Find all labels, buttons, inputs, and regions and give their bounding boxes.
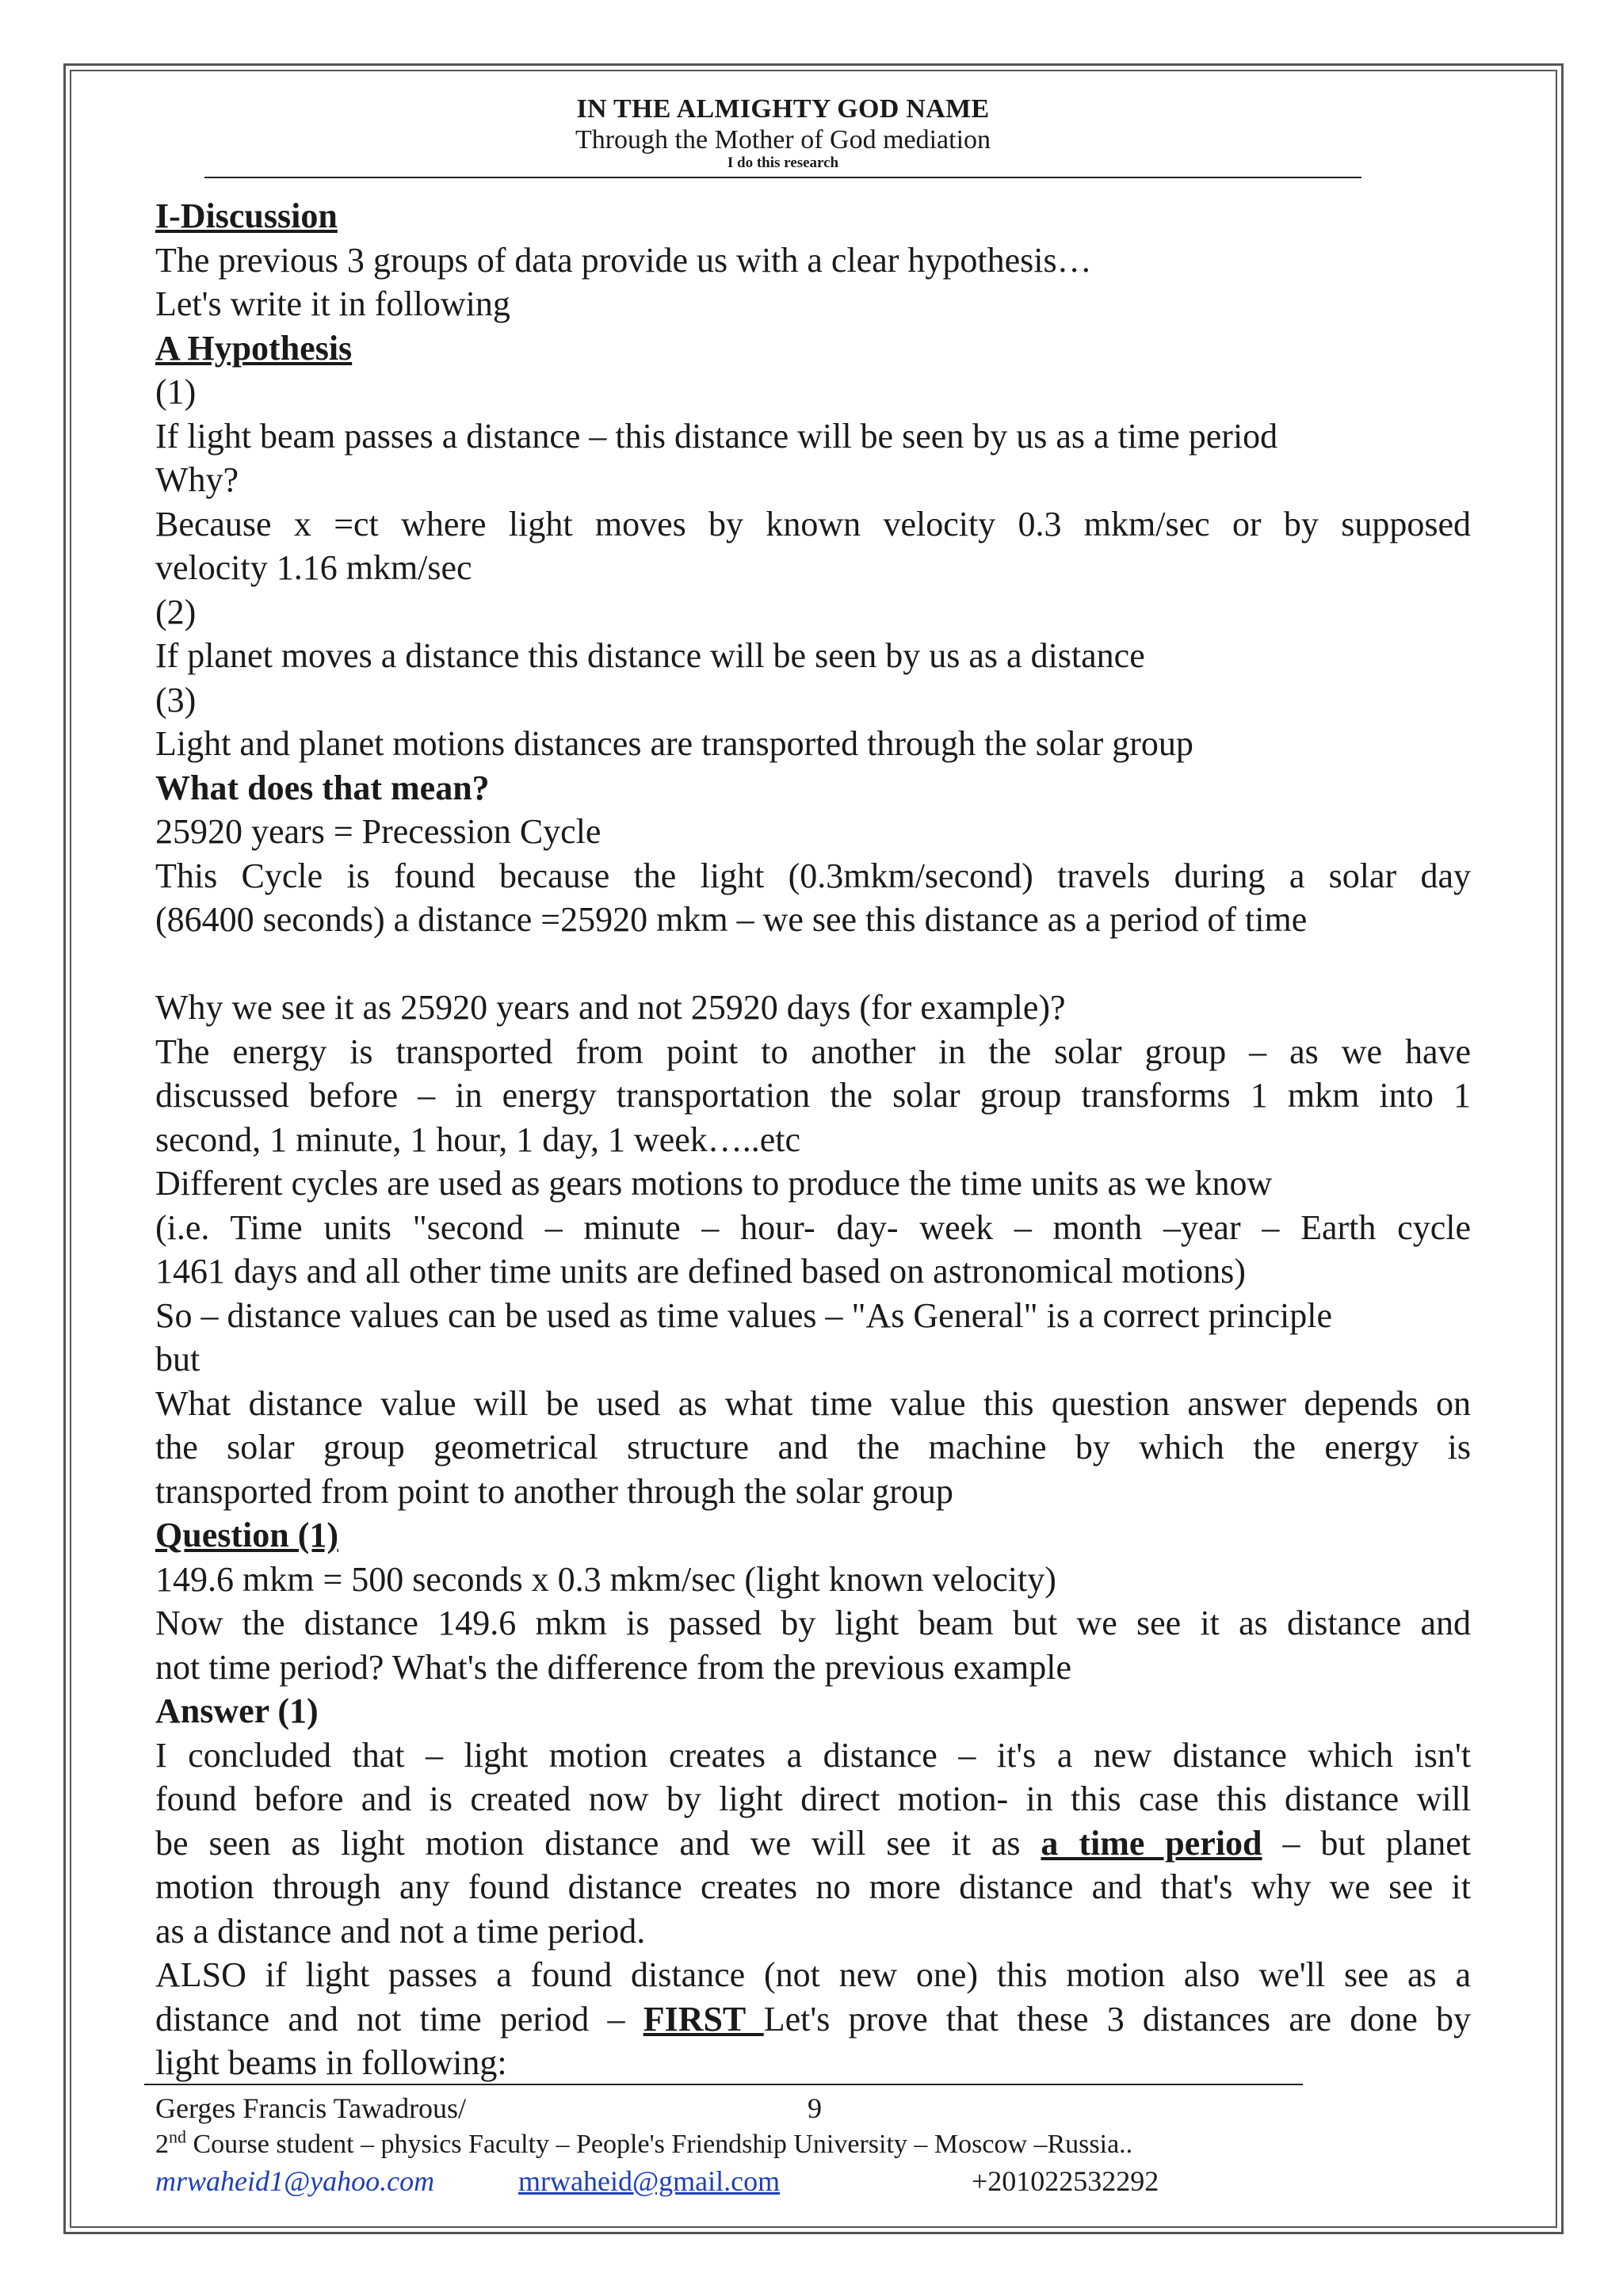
paragraph-with-emphasis [155,1821,1471,1866]
header-note: I do this research [727,154,839,171]
document-body [155,194,1471,2085]
item-number: (1) [155,372,197,411]
page-footer [155,2090,1471,2199]
paragraph: If planet moves a distance this distance will be seen by us as a distance [155,636,1145,675]
paragraph: I concluded that – light motion creates a distance – it's a new distance which isn't [155,1735,1471,1775]
paragraph: Now the distance 149.6 mkm is passed by light beam but we see it as distance and [155,1604,1471,1642]
paragraph: 149.6 mkm = 500 seconds x 0.3 mkm/sec (light known velocity) [155,1559,1056,1599]
footer-affiliation [155,2126,1471,2163]
email-link-yahoo[interactable]: mrwaheid1@yahoo.com [155,2165,435,2197]
paragraph: What distance value will be used as what time value this question answer depends on [155,1383,1471,1423]
paragraph-with-emphasis [155,1997,1471,2042]
footer-divider [144,2084,1303,2085]
paragraph: Why? [155,460,239,499]
paragraph: Different cycles are used as gears motions to produce the time units as we know [155,1164,1273,1203]
footer-author-line [155,2090,1471,2126]
phone-number: +201022532292 [972,2165,1159,2197]
paragraph: 1461 days and all other time units are defined based on astronomical motions) [155,1252,1246,1291]
paragraph: This Cycle is found because the light (0.3mkm/second) travels during a solar day [155,856,1471,895]
emphasis-time-period: a time period [1041,1823,1262,1863]
paragraph: motion through any found distance creates no more distance and that's why we see it [155,1867,1471,1906]
paragraph: Because x =ct where light moves by known velocity 0.3 mkm/sec or by supposed [155,504,1471,543]
paragraph: (86400 seconds) a distance =25920 mkm – we see this distance as a period of time [155,900,1308,939]
paragraph: Let's write it in following [155,284,510,323]
text-segment: – but planet [1282,1823,1472,1863]
page-number: 9 [808,2092,822,2124]
email-link-gmail[interactable]: mrwaheid@gmail.com [518,2165,781,2197]
blank-line [155,942,1471,986]
paragraph: So – distance values can be used as time values – "As General" is a correct principle [155,1295,1332,1335]
paragraph: as a distance and not a time period. [155,1911,646,1951]
course-description: Course student – physics Faculty – People's Friendship University – Moscow –Russia.. [186,2130,1133,2159]
section-heading-meaning: What does that mean? [155,768,490,807]
paragraph: The previous 3 groups of data provide us with a clear hypothesis… [155,240,1092,280]
header-subtitle: Through the Mother of God mediation [575,125,991,154]
footer-author: Gerges Francis Tawadrous/ [155,2092,467,2124]
paragraph: the solar group geometrical structure and the machine by which the energy is [155,1428,1471,1466]
paragraph: transported from point to another through the solar group [155,1471,953,1511]
paragraph: ALSO if light passes a found distance (not new one) this motion also we'll see as a [155,1955,1471,1994]
paragraph: 25920 years = Precession Cycle [155,812,601,851]
paragraph: second, 1 minute, 1 hour, 1 day, 1 week…..etc [155,1119,801,1159]
paragraph: light beams in following: [155,2043,507,2082]
page-header [204,93,1361,171]
text-segment: be seen as light motion distance and we will see it as [155,1823,1021,1863]
paragraph: discussed before – in energy transportation the solar group transforms 1 mkm into 1 [155,1076,1471,1115]
header-title: IN THE ALMIGHTY GOD NAME [576,94,990,124]
header-divider [204,177,1361,178]
course-ordinal-suffix: nd [169,2126,186,2147]
text-segment: Let's prove that these 3 distances are done by [763,1999,1471,2039]
section-heading-answer: Answer (1) [155,1691,319,1730]
paragraph: not time period? What's the difference from the previous example [155,1647,1072,1687]
section-heading-hypothesis: A Hypothesis [155,328,353,368]
section-heading-question: Question (1) [155,1516,338,1554]
paragraph: found before and is created now by light direct motion- in this case this distance will [155,1779,1471,1818]
paragraph: (i.e. Time units "second – minute – hour- day- week – month –year – Earth cycle [155,1207,1471,1247]
paragraph: Light and planet motions distances are transported through the solar group [155,724,1193,763]
paragraph: If light beam passes a distance – this distance will be seen by us as a time period [155,416,1278,456]
course-ordinal: 2 [155,2130,169,2159]
section-heading-discussion: I-Discussion [155,196,338,235]
footer-contacts [155,2163,1471,2199]
paragraph: but [155,1340,200,1379]
item-number: (3) [155,680,197,719]
emphasis-first: FIRST [643,1999,764,2039]
paragraph: Why we see it as 25920 years and not 25920 days (for example)? [155,988,1066,1027]
paragraph: The energy is transported from point to another in the solar group – as we have [155,1032,1471,1071]
text-segment: distance and not time period – [155,1999,625,2039]
item-number: (2) [155,592,197,631]
paragraph: velocity 1.16 mkm/sec [155,548,472,587]
